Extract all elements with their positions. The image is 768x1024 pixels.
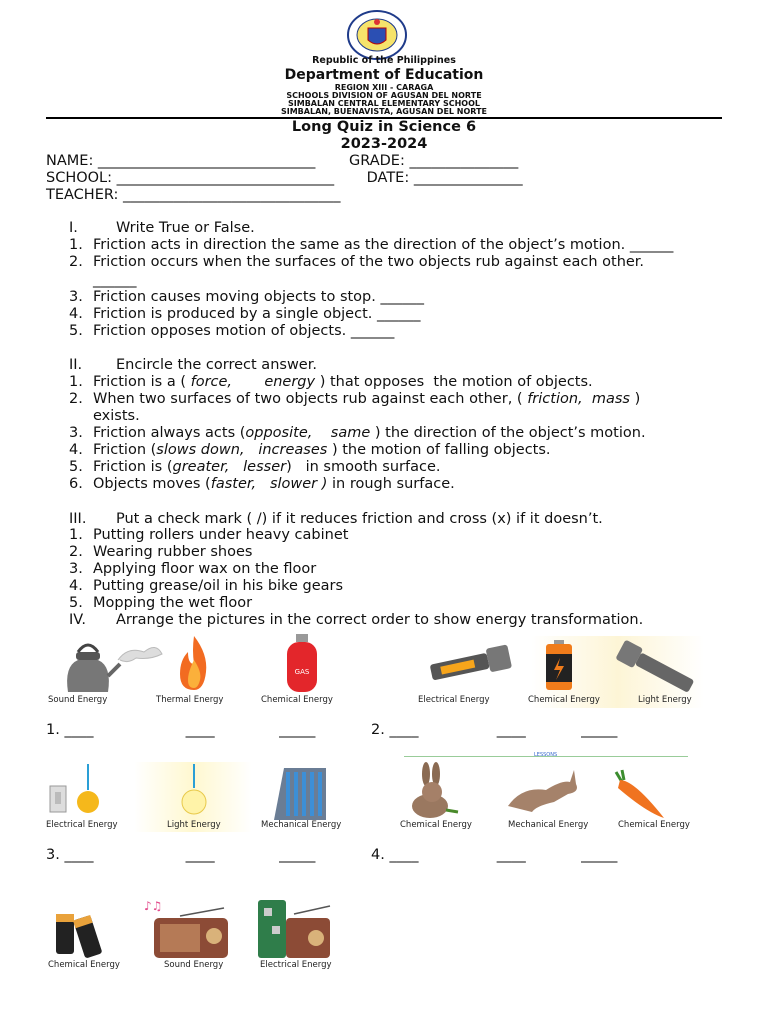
energy-picture-set-1 <box>46 632 342 708</box>
part3-roman: III. <box>69 511 87 527</box>
energy-label: Mechanical Energy <box>508 820 589 830</box>
list-item: 2. When two surfaces of two objects rub against each other, ( friction, mass ) <box>69 391 641 407</box>
address-line: SIMBALAN, BUENAVISTA, AGUSAN DEL NORTE <box>280 107 488 116</box>
watermark: LESSONS <box>534 752 558 758</box>
answer-blanks-4: 4. ____ ____ _____ <box>371 847 618 863</box>
energy-label: Thermal Energy <box>156 695 224 705</box>
list-item: 3. Applying floor wax on the floor <box>69 561 317 577</box>
energy-label: Chemical Energy <box>528 695 600 705</box>
battery-icon <box>542 640 576 692</box>
light-bulb-icon <box>176 764 212 820</box>
energy-label: Sound Energy <box>164 960 224 970</box>
kettle-icon <box>56 636 166 694</box>
date-field: DATE: _______________ <box>362 170 523 186</box>
switch-bulb-icon <box>48 764 108 820</box>
energy-label: Chemical Energy <box>400 820 472 830</box>
energy-label: Chemical Energy <box>261 695 333 705</box>
energy-label: Mechanical Energy <box>261 820 342 830</box>
energy-picture-set-2 <box>416 636 704 708</box>
dam-icon <box>270 764 330 822</box>
list-item: 5. Friction opposes motion of objects. ______ <box>69 323 395 339</box>
list-item: 1. Putting rollers under heavy cabinet <box>69 527 349 543</box>
part2-roman: II. <box>69 357 83 373</box>
list-item: 3. Friction causes moving objects to stop. ______ <box>69 289 424 305</box>
department-name: Department of Education <box>284 67 484 83</box>
list-item: 1. Friction is a ( force, energy ) that opposes the motion of objects. <box>69 374 593 390</box>
deped-seal-icon <box>346 10 408 60</box>
energy-label: Light Energy <box>638 695 692 705</box>
gas-cylinder-icon <box>282 634 322 694</box>
list-item: 4. Friction is produced by a single object. ______ <box>69 306 421 322</box>
energy-picture-set-4 <box>398 752 690 832</box>
list-item: 5. Friction is (greater, lesser) in smooth surface. <box>69 459 441 475</box>
answer-blanks-3: 3. ____ ____ _____ <box>46 847 316 863</box>
list-item: 6. Objects moves (faster, slower ) in rough surface. <box>69 476 455 492</box>
part3-instruction: Put a check mark ( /) if it reduces friction and cross (x) if it doesn’t. <box>116 511 603 527</box>
school-line: SIMBALAN CENTRAL ELEMENTARY SCHOOL <box>288 99 480 108</box>
answer-blank: ______ <box>93 272 137 288</box>
list-item: 2. Wearing rubber shoes <box>69 544 253 560</box>
list-item: 2. Friction occurs when the surfaces of the two objects rub against each other. <box>69 254 645 270</box>
grade-field: GRADE: _______________ <box>349 153 519 169</box>
answer-blanks-1: 1. ____ ____ _____ <box>46 722 316 738</box>
division-line: SCHOOLS DIVISION OF AGUSAN DEL NORTE <box>286 91 482 100</box>
part1-roman: I. <box>69 220 78 236</box>
list-item: 1. Friction acts in direction the same as the direction of the object’s motion. ______ <box>69 237 674 253</box>
energy-label: Light Energy <box>167 820 221 830</box>
republic-line: Republic of the Philippines <box>312 55 456 66</box>
carrot-icon <box>610 768 670 824</box>
school-field: SCHOOL: ______________________________ <box>46 170 335 186</box>
quiz-title: Long Quiz in Science 6 <box>291 119 477 135</box>
part2-instruction: Encircle the correct answer. <box>116 357 317 373</box>
energy-label: Chemical Energy <box>618 820 690 830</box>
energy-picture-set-5 <box>46 894 336 972</box>
part1-instruction: Write True or False. <box>116 220 255 236</box>
energy-label: Electrical Energy <box>418 695 490 705</box>
svg-text:♪♫: ♪♫ <box>144 899 163 913</box>
energy-label: Electrical Energy <box>46 820 118 830</box>
batteries-icon <box>52 904 106 958</box>
name-field: NAME: ______________________________ <box>46 153 316 169</box>
energy-label: Electrical Energy <box>260 960 332 970</box>
energy-label: Sound Energy <box>48 695 108 705</box>
rabbit-sitting-icon <box>404 762 460 818</box>
answer-blanks-2: 2. ____ ____ _____ <box>371 722 618 738</box>
radio-icon <box>140 896 230 960</box>
list-item: 5. Mopping the wet floor <box>69 595 253 611</box>
list-item-continuation: exists. <box>93 408 140 424</box>
flashlight-on-icon <box>612 640 704 696</box>
circuit-radio-icon <box>254 896 334 960</box>
teacher-field: TEACHER: ______________________________ <box>46 187 341 203</box>
svg-text:GAS: GAS <box>294 668 310 676</box>
list-item: 4. Friction (slows down, increases ) the motion of falling objects. <box>69 442 551 458</box>
energy-picture-set-3 <box>46 762 340 832</box>
region-line: REGION XIII - CARAGA <box>334 83 434 92</box>
energy-label: Chemical Energy <box>48 960 120 970</box>
list-item: 3. Friction always acts (opposite, same ) the direction of the object’s motion. <box>69 425 646 441</box>
part4-instruction: Arrange the pictures in the correct order to show energy transformation. <box>116 612 644 628</box>
fire-icon <box>174 634 214 692</box>
list-item: 4. Putting grease/oil in his bike gears <box>69 578 344 594</box>
part4-roman: IV. <box>69 612 86 628</box>
school-year: 2023-2024 <box>340 136 428 152</box>
rabbit-running-icon <box>502 762 582 816</box>
flashlight-icon <box>426 642 518 682</box>
